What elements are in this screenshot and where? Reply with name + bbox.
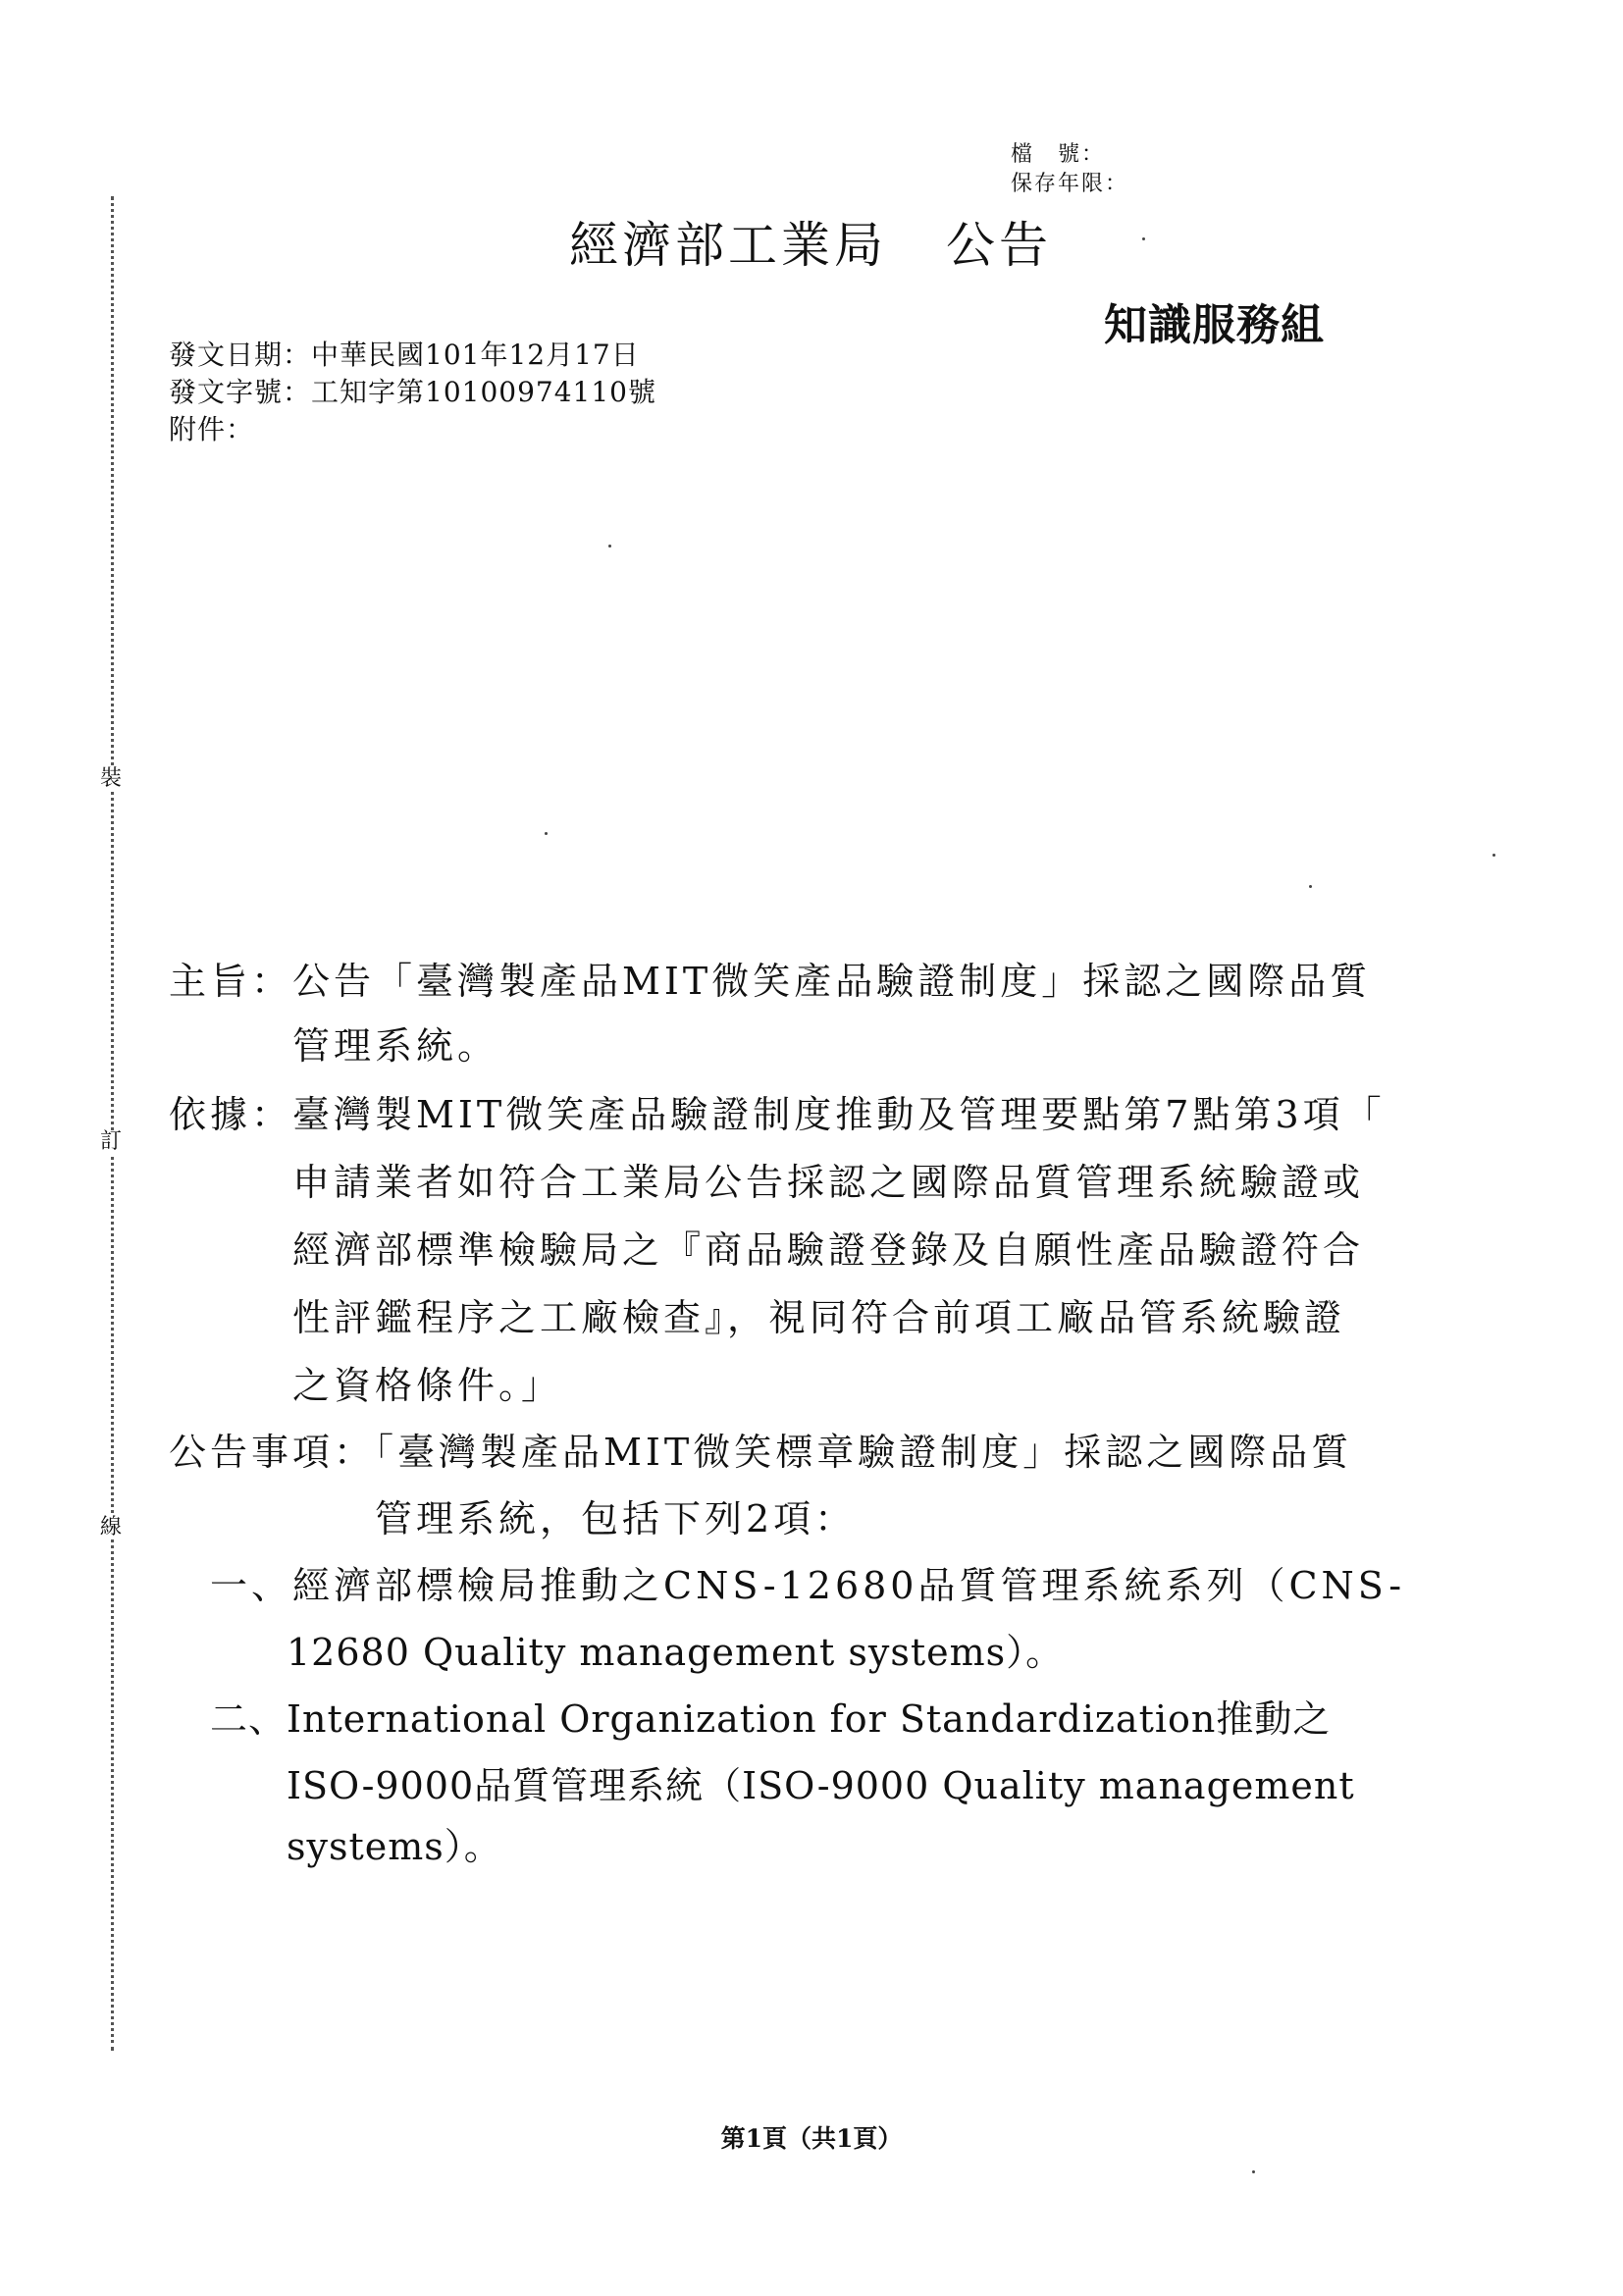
- file-number-label: 檔 號：: [1011, 142, 1106, 167]
- basis-line-2: 申請業者如符合工業局公告採認之國際品質管理系統驗證或: [292, 1161, 1365, 1204]
- issue-date: 發文日期：中華民國101年12月17日: [169, 339, 640, 371]
- issuing-agency: 經濟部工業局: [569, 217, 887, 274]
- scan-speck: [1252, 2170, 1255, 2173]
- binding-margin-line: [111, 196, 114, 2051]
- scan-speck: [1142, 237, 1145, 240]
- subject-line-1: 主旨：公告「臺灣製產品MIT微笑產品驗證制度」採認之國際品質: [169, 960, 1372, 1003]
- scan-speck: [608, 545, 611, 548]
- issue-number: 發文字號：工知字第10100974110號: [169, 376, 656, 408]
- item-2-line-1: 二、International Organization for Standardization推動之: [210, 1697, 1332, 1741]
- basis-line-3: 經濟部標準檢驗局之『商品驗證登錄及自願性產品驗證符合: [292, 1228, 1365, 1272]
- item-1-line-1: 一、經濟部標檢局推動之CNS-12680品質管理系統系列（CNS-: [210, 1564, 1406, 1607]
- basis-line-5: 之資格條件。」: [292, 1364, 563, 1407]
- scan-speck: [1492, 854, 1495, 857]
- scan-speck: [545, 832, 548, 835]
- item-2-line-2: ISO-9000品質管理系統（ISO-9000 Quality management: [287, 1764, 1355, 1807]
- binding-mark-zhuang: 裝: [100, 766, 123, 791]
- department-stamp: 知識服務組: [1104, 300, 1325, 350]
- item-1-line-2: 12680 Quality management systems）。: [287, 1631, 1065, 1674]
- page-number: 第1頁（共1頁）: [720, 2124, 903, 2153]
- binding-mark-xian: 線: [100, 1515, 123, 1539]
- notice-line-1: 公告事項：「臺灣製產品MIT微笑標章驗證制度」採認之國際品質: [169, 1431, 1353, 1474]
- binding-mark-ding: 訂: [100, 1129, 123, 1154]
- basis-line-1: 依據：臺灣製MIT微笑產品驗證制度推動及管理要點第7點第3項「: [169, 1093, 1386, 1136]
- page-title: [569, 206, 1052, 277]
- item-2-line-3: systems）。: [287, 1825, 502, 1868]
- file-number: [1011, 137, 1105, 168]
- scan-speck: [1309, 885, 1312, 888]
- notice-line-2: 管理系統，包括下列2項：: [375, 1497, 857, 1540]
- retention-label: 保存年限：: [1011, 172, 1129, 196]
- retention-period: [1011, 167, 1128, 197]
- document-type: 公告: [946, 217, 1052, 274]
- subject-line-2: 管理系統。: [292, 1024, 499, 1068]
- basis-line-4: 性評鑑程序之工廠檢查』，視同符合前項工廠品管系統驗證: [292, 1296, 1346, 1339]
- attachment: 附件：: [169, 413, 255, 445]
